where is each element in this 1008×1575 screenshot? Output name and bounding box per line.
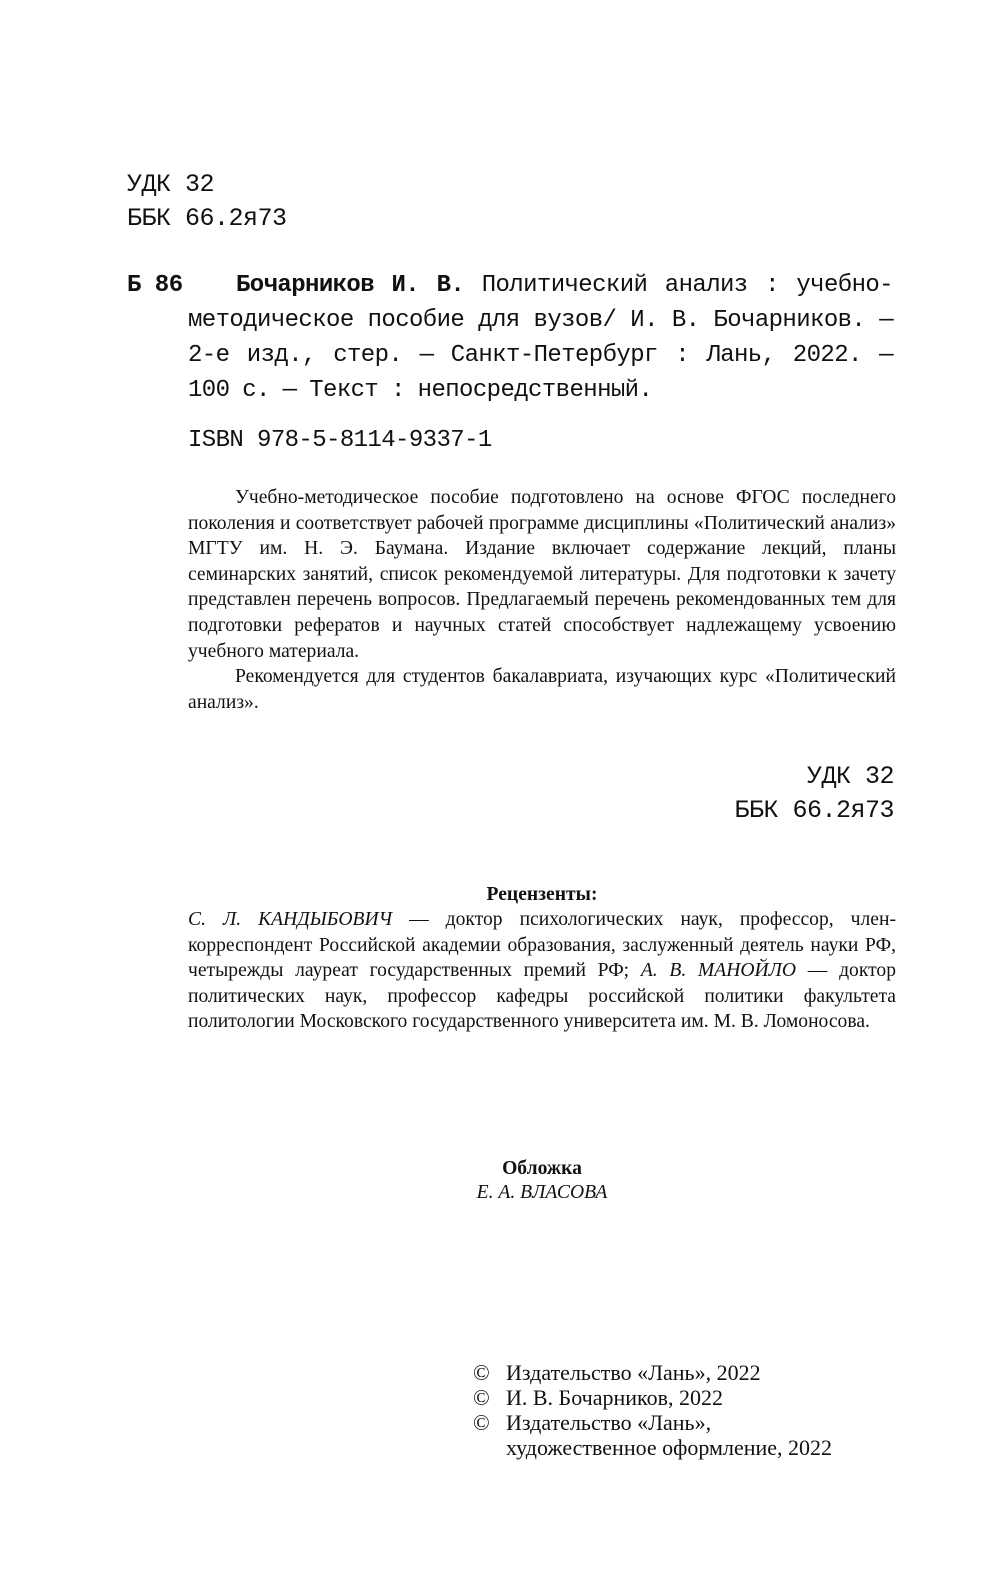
udk-code: УДК 32 [127,170,215,199]
copyright-line [473,1410,893,1435]
author-mark: Б 86 [127,272,183,299]
copyright-icon: © [473,1410,490,1435]
reviewer-name: С. Л. КАНДЫБОВИЧ [188,909,393,930]
copyright-icon: © [473,1385,490,1410]
copyright-continuation: художественное оформление, 2022 [506,1435,833,1460]
bibliographic-description: Политический анализ : учебно-методическое пособие для вузов/ И. В. Бочарников. — 2-е изд., стер. — Санкт-Петербург : Лань, 2022. — 100 с. — Текст : непосредственный. [188,272,893,404]
cover-title: Обложка [502,1158,582,1179]
copyright-text: Издательство «Лань», 2022 [506,1360,761,1385]
classification-bottom [600,760,894,828]
reviewers-text [188,907,896,1035]
reviewer-description: — доктор политических наук, профессор кафедры российской политики факультета политологии Московского государственного университета им. М. В. Ломоносова. [188,960,896,1033]
author-name: Бочарников И. В. [236,272,465,299]
bbk-code: ББК 66.2я73 [127,204,287,233]
classification-top [127,168,287,236]
copyright-icon: © [473,1360,490,1385]
reviewers-title: Рецензенты: [486,884,598,905]
isbn: ISBN 978-5-8114-9337-1 [188,427,492,454]
copyright-text: И. В. Бочарников, 2022 [506,1385,723,1410]
cover-designer: Е. А. ВЛАСОВА [476,1182,608,1203]
copyright-line [473,1360,893,1385]
annotation [188,485,896,715]
bibliographic-record [188,268,893,408]
bbk-code: ББК 66.2я73 [734,796,894,825]
copyright-block [473,1360,893,1460]
reviewer-name: А. В. МАНОЙЛО [640,960,797,982]
copyright-text: Издательство «Лань», [506,1410,712,1435]
udk-code: УДК 32 [806,762,894,791]
copyright-line [473,1385,893,1410]
annotation-paragraph: Учебно-методическое пособие подготовлено на основе ФГОС последнего поколения и соответствует рабочей программе дисциплины «Политический анализ» МГТУ им. Н. Э. Баумана. Издание включает содержание лекций, планы семинарских занятий, список рекомендуемой литературы. Для подготовки к зачету представлен перечень вопросов. Предлагаемый перечень рекомендованных тем для подготовки рефератов и научных статей способствует надлежащему усвоению учебного материала. [188,487,896,662]
annotation-paragraph: Рекомендуется для студентов бакалавриата, изучающих курс «Политический анализ». [188,666,896,713]
reviewer-description: — доктор психологических наук, профессор, член-корреспондент Российской академии образования, заслуженный деятель науки РФ, четырежды лауреат государственных премий РФ; [188,909,896,982]
